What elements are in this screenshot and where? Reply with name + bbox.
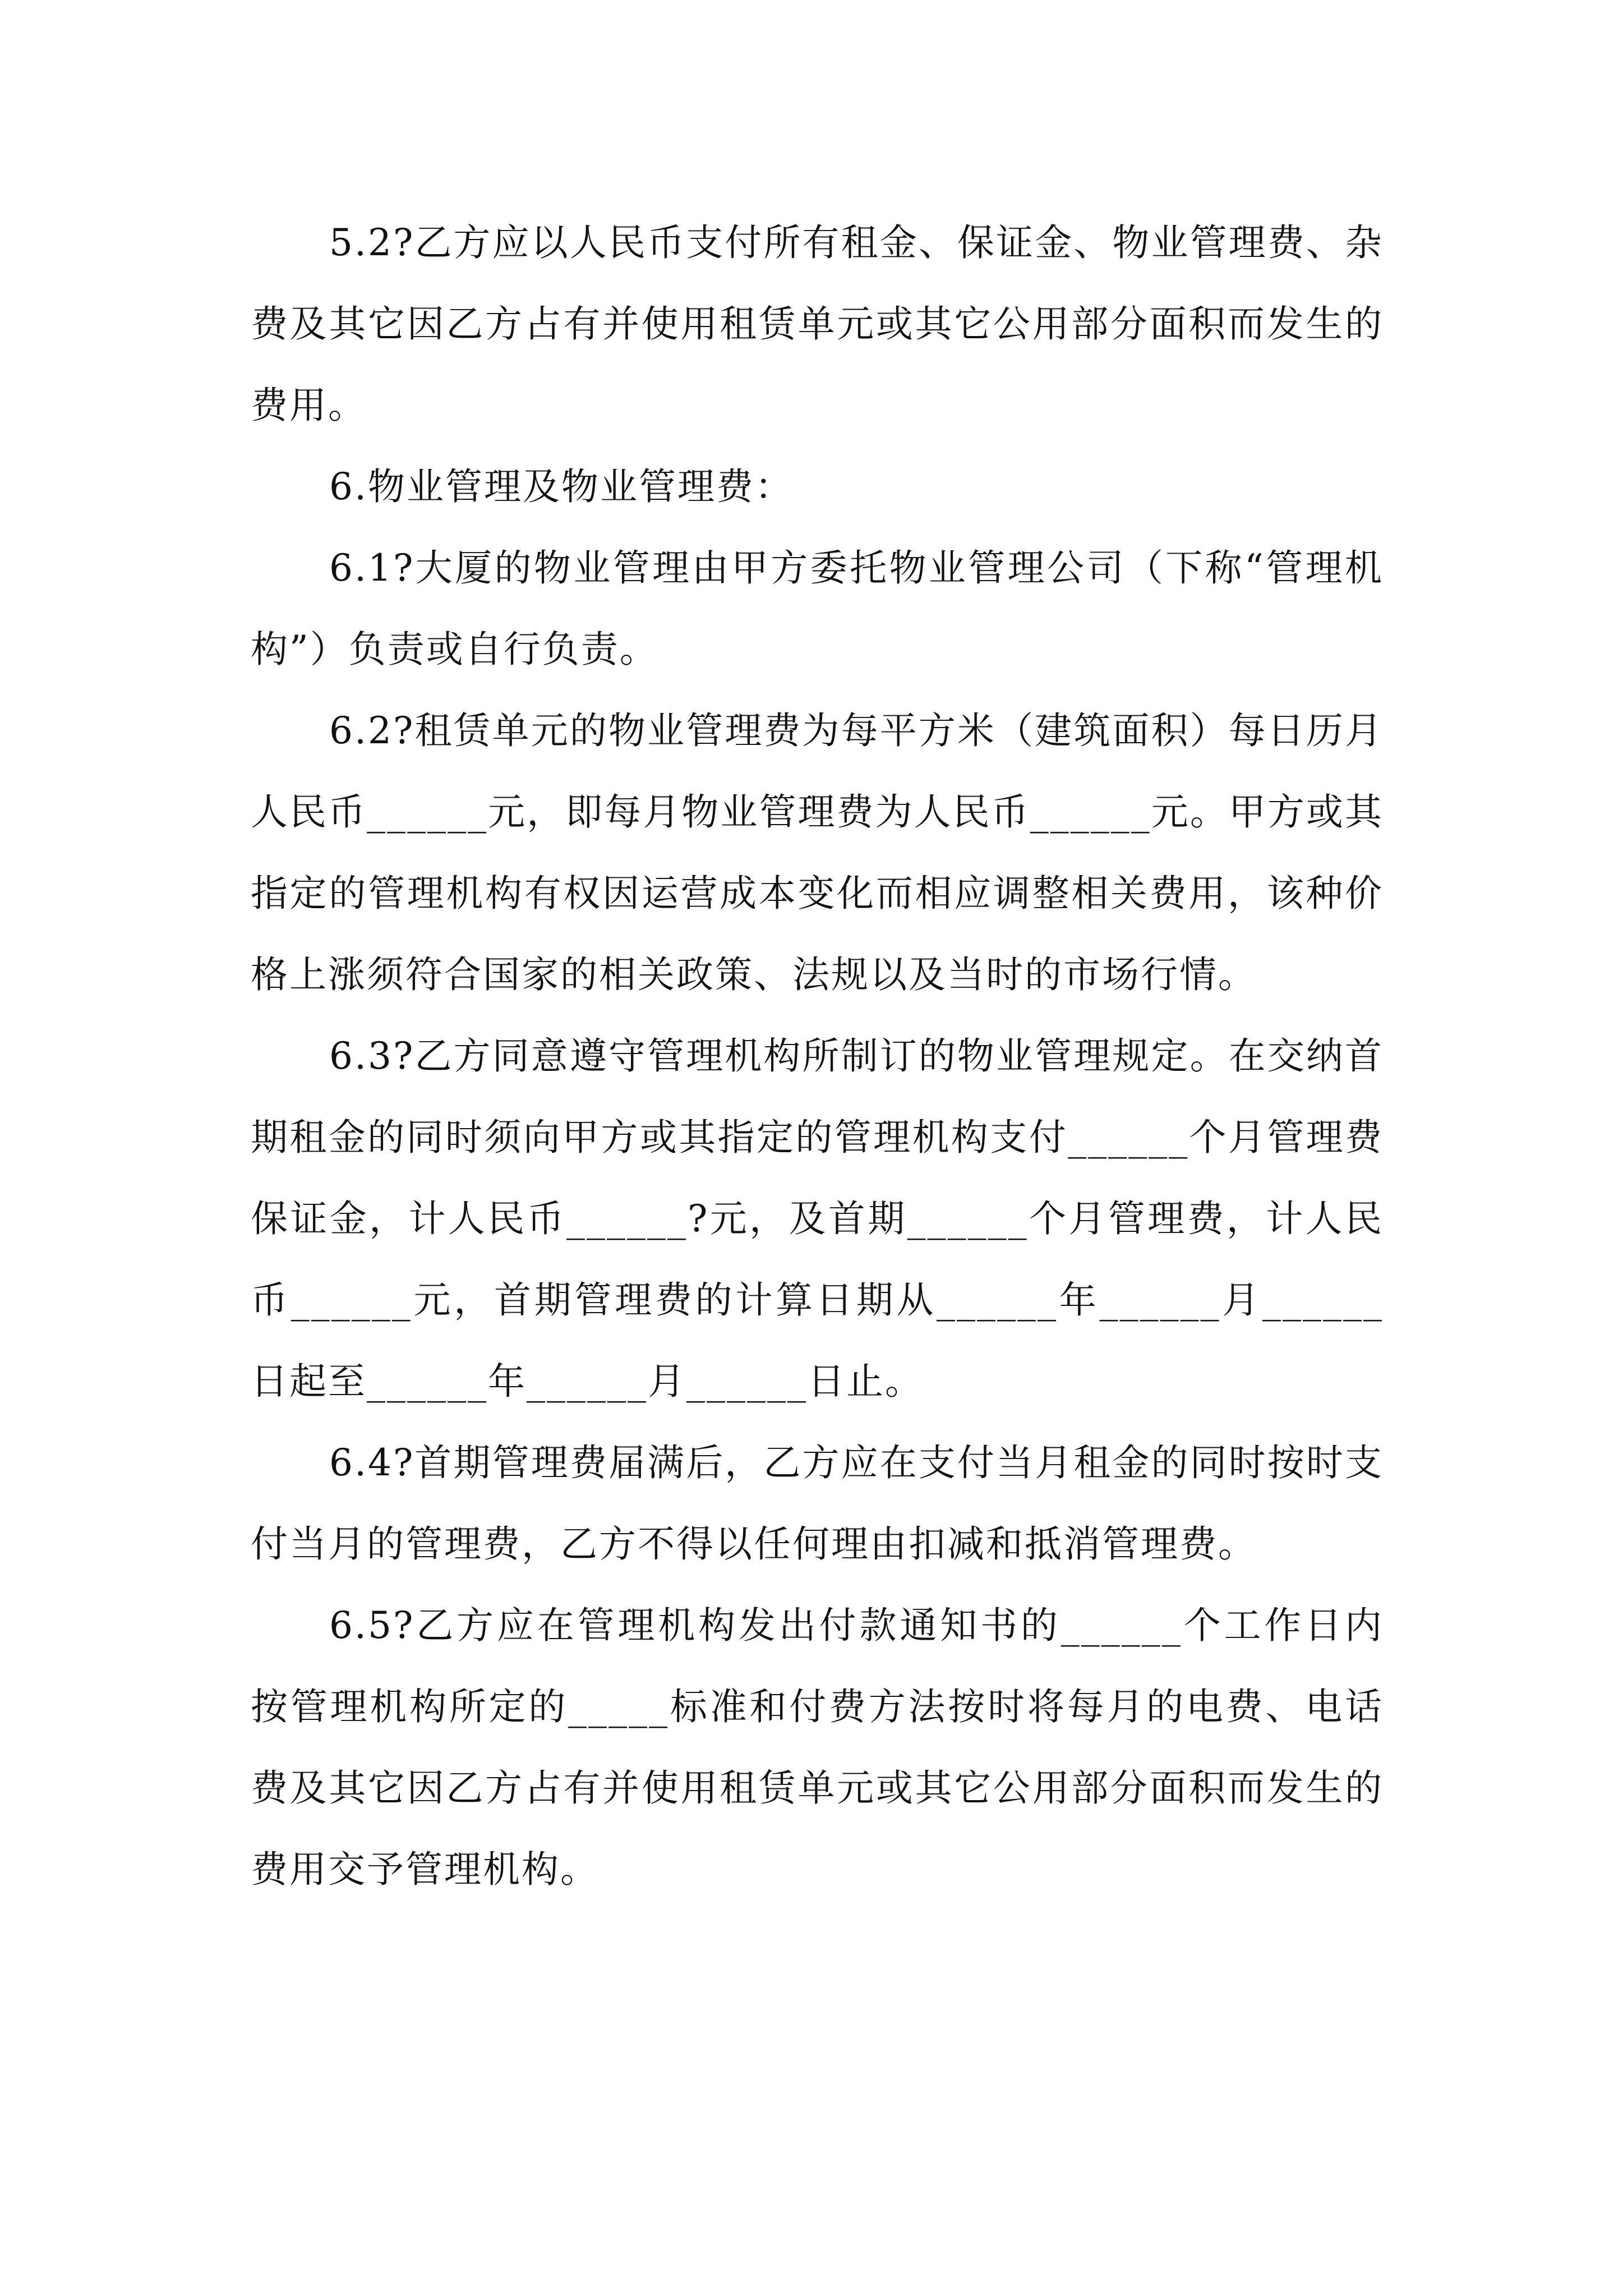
paragraph-6-4: 6.4?首期管理费届满后，乙方应在支付当月租金的同时按时支付当月的管理费，乙方不得以任何理由扣减和抵消管理费。: [251, 1441, 1384, 1566]
paragraph-6-3: 6.3?乙方同意遵守管理机构所制订的物业管理规定。在交纳首期租金的同时须向甲方或其指定的管理机构支付______个月管理费保证金，计人民币______?元，及首期______个月管理费，计人民币______元，首期管理费的计算日期从______年______月______日起至______年______月______日止。: [251, 1034, 1384, 1403]
paragraph-6-heading: 6.物业管理及物业管理费：: [329, 465, 794, 508]
document-page: [251, 202, 1384, 1910]
paragraph-6-2: 6.2?租赁单元的物业管理费为每平方米（建筑面积）每日历月人民币______元，即每月物业管理费为人民币______元。甲方或其指定的管理机构有权因运营成本变化而相应调整相关费用，该种价格上涨须符合国家的相关政策、法规以及当时的市场行情。: [251, 709, 1384, 996]
paragraph-6-1: 6.1?大厦的物业管理由甲方委托物业管理公司（下称“管理机构”）负责或自行负责。: [251, 546, 1384, 671]
paragraph-5-2: 5.2?乙方应以人民币支付所有租金、保证金、物业管理费、杂费及其它因乙方占有并使用租赁单元或其它公用部分面积而发生的费用。: [251, 221, 1384, 427]
paragraph-6-5: 6.5?乙方应在管理机构发出付款通知书的______个工作日内按管理机构所定的_____标准和付费方法按时将每月的电费、电话费及其它因乙方占有并使用租赁单元或其它公用部分面积而发生的费用交予管理机构。: [251, 1604, 1384, 1891]
